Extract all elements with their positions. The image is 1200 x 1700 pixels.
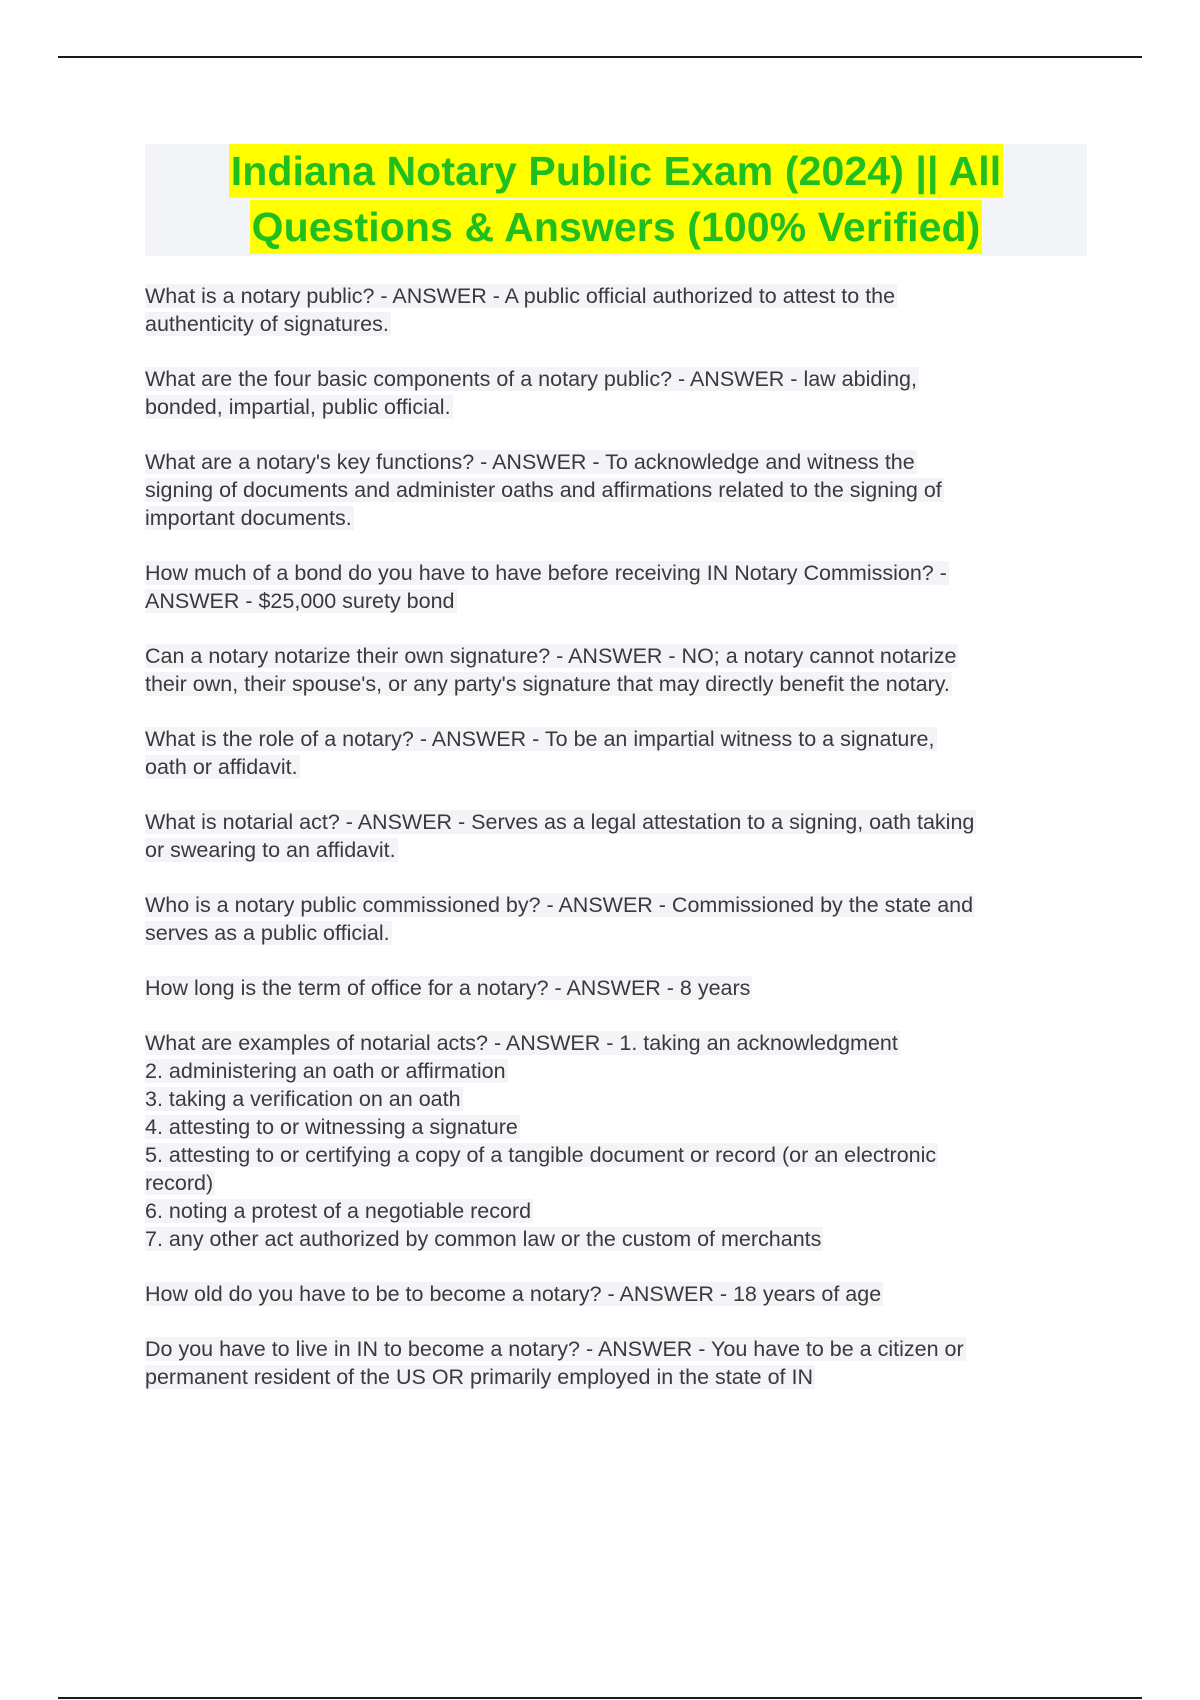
qa-line-text: 4. attesting to or witnessing a signature (145, 1115, 518, 1139)
qa-line (145, 642, 1085, 670)
qa-line (145, 310, 1085, 338)
qa-line-text: What are the four basic components of a notary public? - ANSWER - law abiding, (145, 367, 917, 391)
qa-line (145, 1085, 1085, 1113)
qa-line-text: 6. noting a protest of a negotiable record (145, 1199, 532, 1223)
qa-line (145, 836, 1085, 864)
header-rule (58, 56, 1142, 58)
qa-line (145, 974, 1085, 1002)
qa-item (145, 891, 1085, 947)
qa-line (145, 448, 1085, 476)
qa-line (145, 1335, 1085, 1363)
qa-line-text: 2. administering an oath or affirmation (145, 1059, 506, 1083)
qa-line (145, 1113, 1085, 1141)
qa-line-text: or swearing to an affidavit. (145, 838, 396, 862)
qa-line-text: What are examples of notarial acts? - ANSWER - 1. taking an acknowledgment (145, 1031, 898, 1055)
qa-item (145, 559, 1085, 615)
qa-item (145, 642, 1085, 698)
qa-line-text: record) (145, 1171, 214, 1195)
qa-line-text: signing of documents and administer oaths and affirmations related to the signing of (145, 478, 942, 502)
qa-line (145, 1280, 1085, 1308)
qa-line-text: What is the role of a notary? - ANSWER - To be an impartial witness to a signature, (145, 727, 935, 751)
qa-line-text: authenticity of signatures. (145, 312, 389, 336)
qa-line-text: Who is a notary public commissioned by? - ANSWER - Commissioned by the state and (145, 893, 974, 917)
qa-item (145, 282, 1085, 338)
qa-line-text: What is a notary public? - ANSWER - A public official authorized to attest to the (145, 284, 896, 308)
qa-line (145, 725, 1085, 753)
qa-line (145, 1057, 1085, 1085)
qa-line-text: How much of a bond do you have to have before receiving IN Notary Commission? - (145, 561, 947, 585)
qa-line (145, 1169, 1085, 1197)
qa-line (145, 282, 1085, 310)
qa-line (145, 504, 1085, 532)
qa-item (145, 365, 1085, 421)
document-title (145, 144, 1087, 256)
qa-line (145, 1225, 1085, 1253)
qa-line-text: oath or affidavit. (145, 755, 298, 779)
qa-line (145, 919, 1085, 947)
qa-line (145, 670, 1085, 698)
qa-line (145, 559, 1085, 587)
qa-line (145, 808, 1085, 836)
qa-item (145, 725, 1085, 781)
qa-line (145, 587, 1085, 615)
qa-line-text: What are a notary's key functions? - ANSWER - To acknowledge and witness the (145, 450, 915, 474)
title-line-2: Questions & Answers (100% Verified) (250, 200, 983, 254)
qa-item (145, 974, 1085, 1002)
qa-item (145, 1335, 1085, 1391)
qa-line (145, 1141, 1085, 1169)
qa-line (145, 1363, 1085, 1391)
qa-line-text: What is notarial act? - ANSWER - Serves as a legal attestation to a signing, oath taking (145, 810, 975, 834)
qa-line-text: 7. any other act authorized by common law or the custom of merchants (145, 1227, 822, 1251)
qa-line-text: 3. taking a verification on an oath (145, 1087, 461, 1111)
qa-line-text: Do you have to live in IN to become a notary? - ANSWER - You have to be a citizen or (145, 1337, 964, 1361)
qa-line (145, 476, 1085, 504)
qa-list (145, 282, 1085, 1418)
qa-line (145, 753, 1085, 781)
footer-rule (58, 1697, 1142, 1699)
qa-line (145, 1029, 1085, 1057)
qa-line (145, 365, 1085, 393)
qa-line-text: 5. attesting to or certifying a copy of a tangible document or record (or an electronic (145, 1143, 937, 1167)
qa-line (145, 1197, 1085, 1225)
qa-line-text: ANSWER - $25,000 surety bond (145, 589, 455, 613)
qa-line-text: their own, their spouse's, or any party's signature that may directly benefit the notary. (145, 672, 950, 696)
qa-item (145, 448, 1085, 532)
qa-line-text: Can a notary notarize their own signature? - ANSWER - NO; a notary cannot notarize (145, 644, 957, 668)
qa-line (145, 891, 1085, 919)
qa-line-text: serves as a public official. (145, 921, 390, 945)
qa-item (145, 1029, 1085, 1253)
qa-line-text: How old do you have to be to become a notary? - ANSWER - 18 years of age (145, 1282, 882, 1306)
title-line-1: Indiana Notary Public Exam (2024) || All (229, 144, 1004, 198)
qa-line-text: bonded, impartial, public official. (145, 395, 451, 419)
qa-line-text: important documents. (145, 506, 352, 530)
qa-item (145, 1280, 1085, 1308)
qa-line (145, 393, 1085, 421)
qa-item (145, 808, 1085, 864)
qa-line-text: How long is the term of office for a notary? - ANSWER - 8 years (145, 976, 751, 1000)
qa-line-text: permanent resident of the US OR primarily employed in the state of IN (145, 1365, 814, 1389)
